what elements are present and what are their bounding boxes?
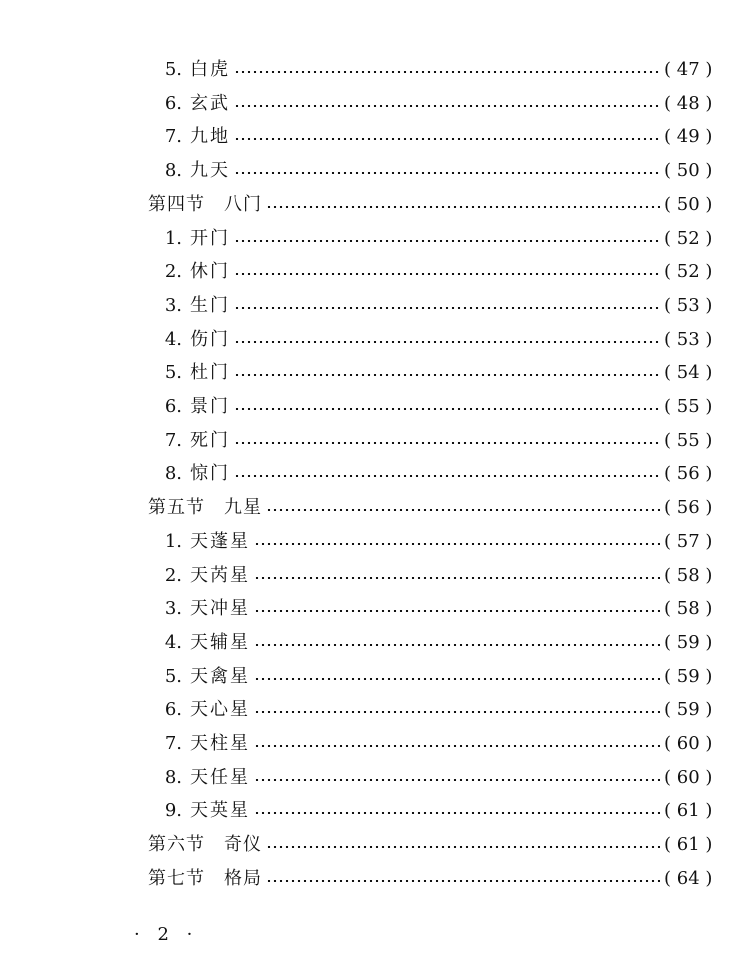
page-number: · 2 · xyxy=(134,924,199,945)
toc-item-number: 7. xyxy=(164,429,182,451)
toc-page-reference: ( 53 ) xyxy=(664,328,713,350)
toc-item xyxy=(0,225,752,253)
toc-page-reference: ( 60 ) xyxy=(664,733,713,754)
dot-leader xyxy=(266,880,660,882)
toc-page-reference: ( 58 ) xyxy=(664,564,713,586)
dot-leader xyxy=(234,442,660,444)
dot-leader xyxy=(254,644,660,646)
toc-page-reference: ( 56 ) xyxy=(664,497,713,519)
toc-entry-title: 第五节 九星 xyxy=(148,497,262,519)
dot-leader xyxy=(234,374,660,376)
toc-item xyxy=(0,326,752,354)
toc-item xyxy=(0,528,752,556)
toc-entry-title: 天英星 xyxy=(190,800,250,822)
dot-leader xyxy=(234,105,660,107)
toc-item-number: 5. xyxy=(164,665,182,687)
toc-page-reference: ( 52 ) xyxy=(664,227,713,249)
toc-item xyxy=(0,730,752,758)
toc-entry-title: 天辅星 xyxy=(190,631,250,653)
toc-item xyxy=(0,123,752,151)
toc-item xyxy=(0,157,752,185)
toc-page-reference: ( 60 ) xyxy=(664,766,713,788)
toc-item-number: 9. xyxy=(164,800,182,822)
toc-item-number: 6. xyxy=(164,699,182,721)
toc-item-number: 2. xyxy=(164,564,182,586)
toc-entry-title: 杜门 xyxy=(190,362,230,384)
toc-entry-title: 惊门 xyxy=(190,463,230,485)
dot-leader xyxy=(266,509,660,511)
toc-item xyxy=(0,629,752,657)
toc-item-number: 5. xyxy=(164,59,182,80)
toc-entry-title: 天禽星 xyxy=(190,665,250,687)
toc-entry-title: 天冲星 xyxy=(190,598,250,620)
dot-leader xyxy=(234,138,660,140)
dot-leader xyxy=(234,408,660,410)
toc-item-number: 8. xyxy=(164,766,182,788)
toc-item xyxy=(0,764,752,792)
toc-page-reference: ( 55 ) xyxy=(664,429,713,451)
toc-item-number: 8. xyxy=(164,463,182,485)
toc-page-reference: ( 47 ) xyxy=(664,59,713,80)
toc-entry-title: 九地 xyxy=(190,126,230,148)
dot-leader xyxy=(254,779,660,781)
toc-item xyxy=(0,258,752,286)
dot-leader xyxy=(254,745,660,747)
toc-item-number: 4. xyxy=(164,631,182,653)
toc-item xyxy=(0,393,752,421)
toc-entry-title: 天心星 xyxy=(190,699,250,721)
toc-page-reference: ( 49 ) xyxy=(664,126,713,148)
dot-leader xyxy=(234,240,660,242)
dot-leader xyxy=(234,172,660,174)
toc-item xyxy=(0,663,752,691)
toc-item-number: 4. xyxy=(164,328,182,350)
toc-section xyxy=(0,831,752,859)
toc-entry-title: 天芮星 xyxy=(190,564,250,586)
toc-section xyxy=(0,494,752,522)
toc-item xyxy=(0,359,752,387)
toc-page-reference: ( 53 ) xyxy=(664,294,713,316)
dot-leader xyxy=(254,678,660,680)
toc-item xyxy=(0,595,752,623)
toc-item-number: 3. xyxy=(164,598,182,620)
dot-leader xyxy=(234,273,660,275)
toc-item xyxy=(0,427,752,455)
toc-page-reference: ( 61 ) xyxy=(664,834,713,856)
toc-page-reference: ( 50 ) xyxy=(664,160,713,182)
toc-item-number: 5. xyxy=(164,362,182,384)
toc-page-reference: ( 59 ) xyxy=(664,631,713,653)
toc-page-reference: ( 50 ) xyxy=(664,193,713,215)
toc-entry-title: 景门 xyxy=(190,396,230,417)
dot-leader xyxy=(234,475,660,477)
toc-item-number: 1. xyxy=(164,227,182,249)
dot-leader xyxy=(266,846,660,848)
toc-entry-title: 九天 xyxy=(190,160,230,182)
toc-item-number: 6. xyxy=(164,396,182,417)
toc-entry-title: 生门 xyxy=(190,294,230,316)
toc-page-reference: ( 59 ) xyxy=(664,665,713,687)
toc-entry-title: 死门 xyxy=(190,429,230,451)
dot-leader xyxy=(254,610,660,612)
toc-item-number: 8. xyxy=(164,160,182,182)
toc-item-number: 2. xyxy=(164,261,182,283)
toc-page-reference: ( 48 ) xyxy=(664,92,713,114)
toc-page-reference: ( 56 ) xyxy=(664,463,713,485)
toc-item xyxy=(0,797,752,825)
toc-entry-title: 玄武 xyxy=(190,92,230,114)
toc-entry-title: 第七节 格局 xyxy=(148,867,262,889)
toc-page-reference: ( 58 ) xyxy=(664,598,713,620)
dot-leader xyxy=(234,307,660,309)
toc-item xyxy=(0,460,752,488)
toc-item-number: 1. xyxy=(164,530,182,552)
toc-page-reference: ( 54 ) xyxy=(664,362,713,384)
dot-leader xyxy=(234,71,660,73)
toc-item xyxy=(0,292,752,320)
toc-entry-title: 伤门 xyxy=(190,328,230,350)
toc-page-reference: ( 59 ) xyxy=(664,699,713,721)
toc-item-number: 7. xyxy=(164,126,182,148)
toc-item-number: 6. xyxy=(164,92,182,114)
toc-item xyxy=(0,90,752,118)
dot-leader xyxy=(266,206,660,208)
dot-leader xyxy=(254,577,660,579)
toc-entry-title: 白虎 xyxy=(190,59,230,80)
dot-leader xyxy=(254,543,660,545)
toc-entry-title: 天柱星 xyxy=(190,733,250,754)
toc-item xyxy=(0,56,752,84)
toc-item-number: 7. xyxy=(164,733,182,754)
toc-entry-title: 天任星 xyxy=(190,766,250,788)
toc-page-reference: ( 55 ) xyxy=(664,396,713,417)
toc-entry-title: 第六节 奇仪 xyxy=(148,834,262,856)
toc-entry-title: 休门 xyxy=(190,261,230,283)
toc-page-reference: ( 61 ) xyxy=(664,800,713,822)
dot-leader xyxy=(234,341,660,343)
toc-page-reference: ( 64 ) xyxy=(664,867,713,889)
toc-entry-title: 第四节 八门 xyxy=(148,193,262,215)
toc-entry-title: 开门 xyxy=(190,227,230,249)
toc-section xyxy=(0,191,752,219)
toc-item xyxy=(0,696,752,724)
dot-leader xyxy=(254,711,660,713)
toc-page-reference: ( 52 ) xyxy=(664,261,713,283)
toc-page-reference: ( 57 ) xyxy=(664,530,713,552)
toc-section xyxy=(0,865,752,893)
toc-item-number: 3. xyxy=(164,294,182,316)
toc-entry-title: 天蓬星 xyxy=(190,530,250,552)
toc-item xyxy=(0,562,752,590)
dot-leader xyxy=(254,812,660,814)
